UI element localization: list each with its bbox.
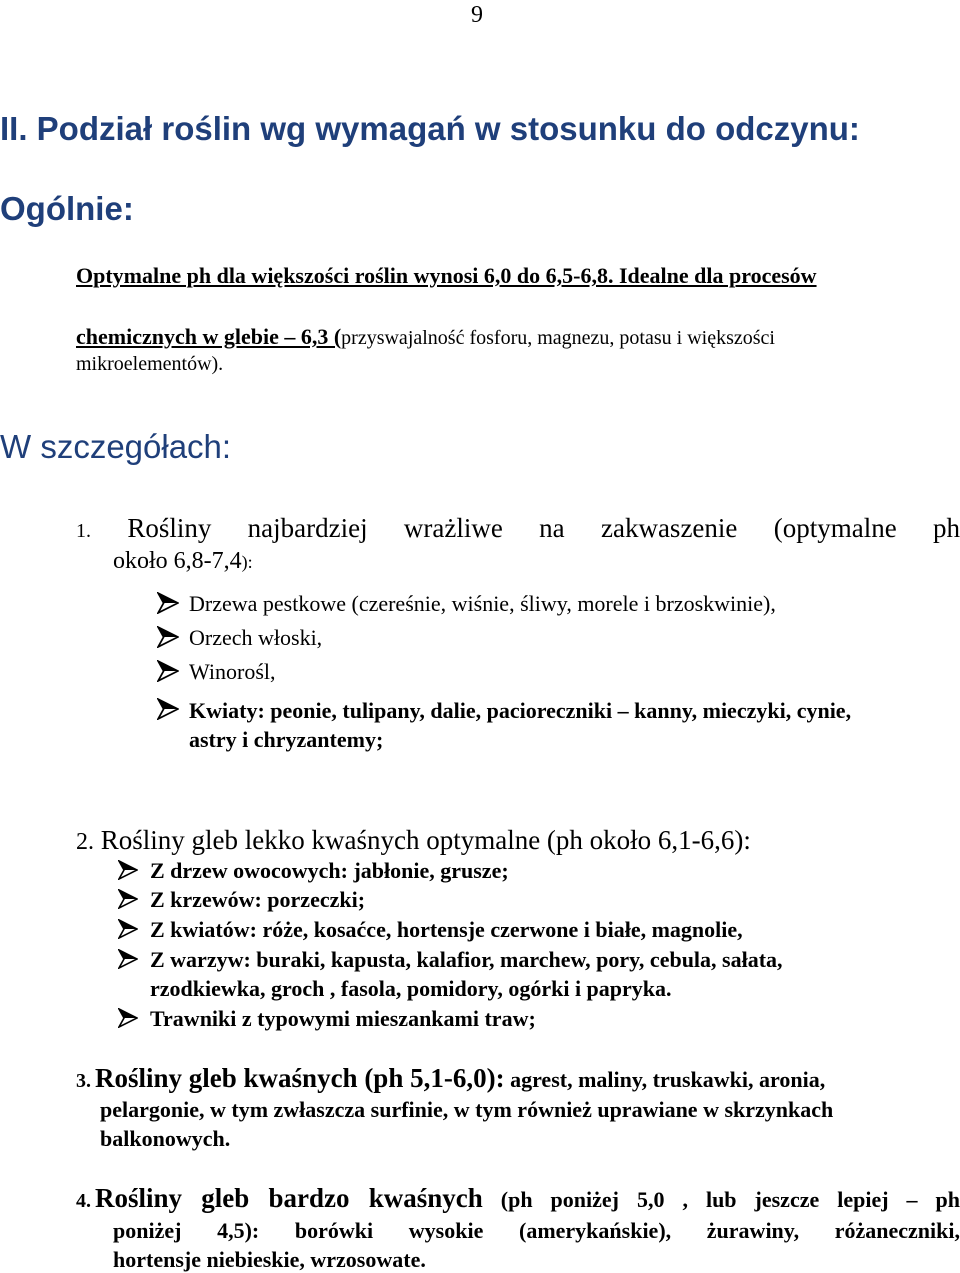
general-line-3: mikroelementów).	[76, 353, 224, 375]
section-2-item-5: Trawniki z typowymi mieszankami traw;	[150, 1006, 536, 1031]
general-line-2-regular: przyswajalność fosforu, magnezu, potasu i większości	[341, 327, 775, 349]
section-3-title-rest: agrest, maliny, truskawki, aronia,	[504, 1067, 826, 1092]
arrow-bullet-icon	[118, 860, 138, 880]
section-1-item-4-line-2: astry i chryzantemy;	[189, 727, 384, 752]
general-heading: Ogólnie:	[0, 190, 134, 227]
arrow-bullet-icon	[118, 949, 138, 969]
section-1-title-line-2-text: około 6,8-7,4	[113, 548, 242, 574]
section-3-title-text: Rośliny gleb kwaśnych (ph 5,1-6,0):	[95, 1063, 505, 1093]
arrow-bullet-icon	[157, 698, 179, 720]
section-4-title-text: Rośliny gleb bardzo kwaśnych	[95, 1183, 483, 1213]
section-1-title-line-2	[113, 548, 253, 575]
section-3-number: 3.	[76, 1070, 91, 1092]
section-2-item-4-line-2: rzodkiewka, groch , fasola, pomidory, ogórki i papryka.	[150, 976, 672, 1001]
section-1-item-4-part-1: Kwiaty: peonie, tulipany, dalie, pacioreczniki	[189, 698, 613, 723]
arrow-bullet-icon	[157, 592, 179, 614]
general-line-2-bold: chemicznych w glebie – 6,3 (	[76, 324, 342, 349]
arrow-bullet-icon	[157, 660, 179, 682]
details-heading: W szczegółach:	[0, 428, 232, 465]
section-1-item-4-part-2: kanny, mieczyki, cynie,	[628, 698, 852, 723]
section-1-title-line-2-end: ):	[241, 552, 253, 572]
section-1-item-3: Winorośl,	[189, 659, 276, 684]
general-line-2	[76, 324, 775, 350]
section-4-title	[76, 1183, 960, 1214]
section-2-item-1: Z drzew owocowych: jabłonie, grusze;	[150, 858, 509, 883]
main-heading: II. Podział roślin wg wymagań w stosunku do odczynu:	[0, 110, 860, 147]
section-4-number: 4.	[76, 1190, 91, 1212]
section-2-title-text: Rośliny gleb lekko kwaśnych optymalne (ph około 6,1-6,6):	[100, 825, 751, 855]
section-4-line-2: poniżej 4,5): borówki wysokie (amerykańskie), żurawiny, różaneczniki,	[113, 1218, 960, 1243]
page-number: 9	[471, 2, 483, 28]
arrow-bullet-icon	[118, 1008, 138, 1028]
section-2-title	[76, 825, 751, 856]
section-2-number: 2.	[76, 829, 94, 855]
arrow-bullet-icon	[157, 626, 179, 648]
general-line-1: Optymalne ph dla większości roślin wynosi 6,0 do 6,5-6,8. Idealne dla procesów	[76, 263, 817, 288]
arrow-bullet-icon	[118, 889, 138, 909]
section-2-item-2: Z krzewów: porzeczki;	[150, 887, 366, 912]
section-3-line-3: balkonowych.	[100, 1126, 231, 1151]
en-dash: –	[617, 698, 629, 723]
section-2-item-4: Z warzyw: buraki, kapusta, kalafior, marchew, pory, cebula, sałata,	[150, 947, 783, 972]
section-1-item-2: Orzech włoski,	[189, 625, 323, 650]
section-4-line-3: hortensje niebieskie, wrzosowate.	[113, 1247, 426, 1272]
arrow-bullet-icon	[118, 919, 138, 939]
section-1-number: 1.	[76, 520, 91, 542]
section-1-item-1: Drzewa pestkowe (czereśnie, wiśnie, śliwy, morele i brzoskwinie),	[189, 591, 776, 616]
section-4-title-rest: (ph poniżej 5,0 , lub jeszcze lepiej – ph	[482, 1187, 960, 1212]
section-2-item-3: Z kwiatów: róże, kosaćce, hortensje czerwone i białe, magnolie,	[150, 917, 743, 942]
section-3-line-2: pelargonie, w tym zwłaszcza surfinie, w tym również uprawiane w skrzynkach	[100, 1097, 834, 1122]
section-1-title-text: Rośliny najbardziej wrażliwe na zakwaszenie (optymalne ph	[127, 513, 960, 543]
section-3-title	[76, 1063, 825, 1094]
section-1-title	[76, 513, 960, 544]
section-1-item-4	[189, 698, 851, 724]
